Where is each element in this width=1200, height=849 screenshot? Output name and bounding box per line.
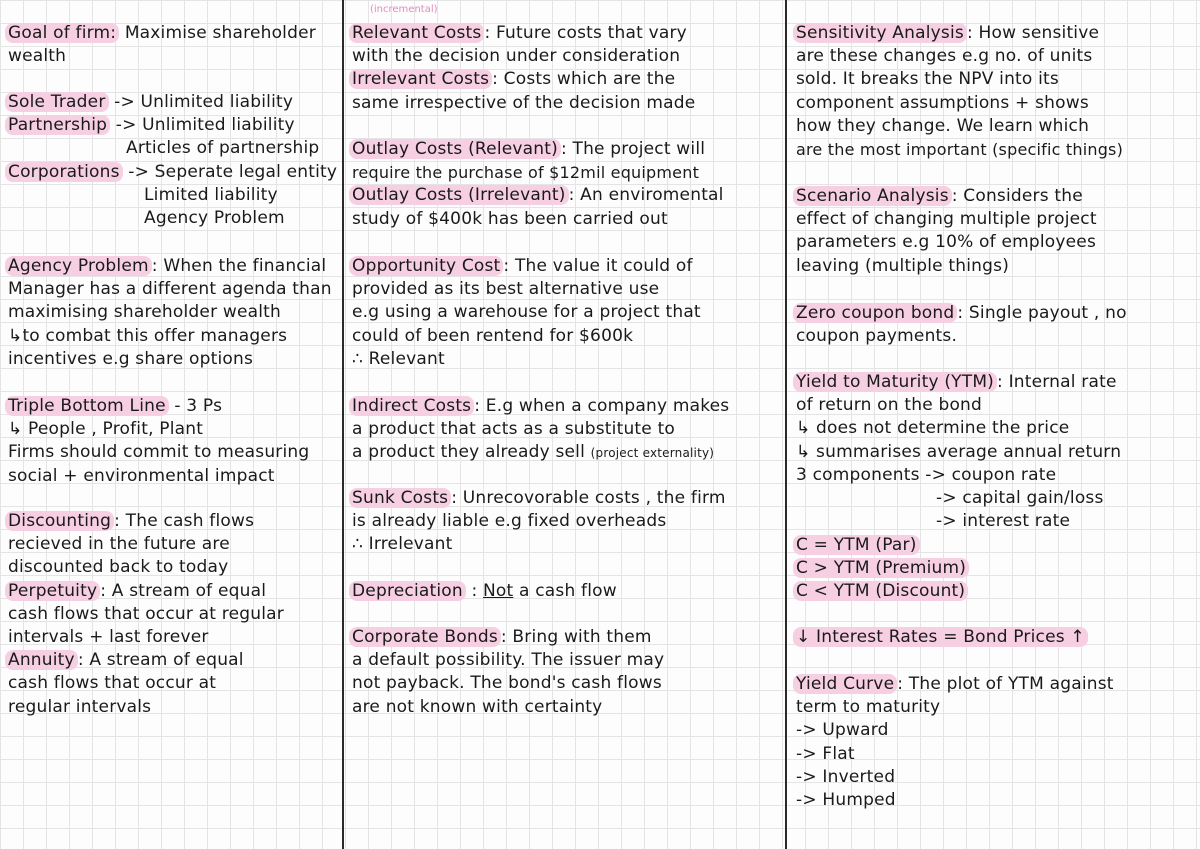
zero-coupon-bond-term: Zero coupon bond xyxy=(793,303,957,323)
sensitivity-analysis-term: Sensitivity Analysis xyxy=(793,23,967,43)
triple-bottom-line-note: Triple Bottom Line - 3 Ps ↳ People , Profit, Plant Firms should commit to measuring social + environmental impact xyxy=(8,395,309,488)
discounting-term: Discounting xyxy=(5,511,114,531)
agency-problem-term: Agency Problem xyxy=(5,256,152,276)
outlay-costs-note: Outlay Costs (Relevant) : The project will require the purchase of $12mil equipment Outlay Costs (Irrelevant) : An enviromental study of $400k has been carried out xyxy=(352,138,724,231)
premium-term: C > YTM (Premium) xyxy=(793,558,969,578)
outlay-costs-irrelevant-term: Outlay Costs (Irrelevant) xyxy=(349,185,569,205)
indirect-costs-note: Indirect Costs : E.g when a company makes a product that acts as a substitute to a product they already sell (project externality) xyxy=(352,395,729,466)
interest-rates-term: ↓ Interest Rates = Bond Prices ↑ xyxy=(793,627,1088,647)
coupon-vs-ytm-note xyxy=(796,534,969,604)
scenario-analysis-note: Scenario Analysis : Considers the effect of changing multiple project parameters e.g 10% of employees leaving (multiple things) xyxy=(796,185,1097,278)
business-structures-note: Sole Trader -> Unlimited liability Partnership -> Unlimited liability Articles of partnership Corporations -> Seperate legal entity Limited liability Agency Problem xyxy=(8,91,337,230)
annuity-term: Annuity xyxy=(5,650,78,670)
interest-rates-note xyxy=(796,626,1088,649)
yield-curve-note: Yield Curve : The plot of YTM against term to maturity -> Upward -> Flat -> Inverted -> Humped xyxy=(796,673,1114,812)
indirect-costs-term: Indirect Costs xyxy=(349,396,474,416)
yield-curve-term: Yield Curve xyxy=(793,674,897,694)
corporate-bonds-note: Corporate Bonds : Bring with them a default possibility. The issuer may not payback. The bond's cash flows are not known with certainty xyxy=(352,626,664,719)
triple-bottom-line-term: Triple Bottom Line xyxy=(5,396,169,416)
sole-trader-term: Sole Trader xyxy=(5,92,109,112)
partnership-term: Partnership xyxy=(5,115,110,135)
discounting-note: Discounting : The cash flows recieved in the future are discounted back to today Perpetuity : A stream of equal cash flows that occur at regular intervals + last forever Annuity : A stream of equal cash flows that occur at regular intervals xyxy=(8,510,284,719)
outlay-costs-relevant-term: Outlay Costs (Relevant) xyxy=(349,139,561,159)
par-term: C = YTM (Par) xyxy=(793,535,920,555)
sunk-costs-term: Sunk Costs xyxy=(349,488,451,508)
depreciation-note: Depreciation : Not a cash flow xyxy=(352,580,617,603)
perpetuity-term: Perpetuity xyxy=(5,581,100,601)
yield-to-maturity-term: Yield to Maturity (YTM) xyxy=(793,372,997,392)
goal-of-firm-note: Goal of firm: Maximise shareholder wealth xyxy=(8,22,316,68)
discount-term: C < YTM (Discount) xyxy=(793,581,968,601)
opportunity-cost-term: Opportunity Cost xyxy=(349,256,503,276)
sensitivity-analysis-note: Sensitivity Analysis : How sensitive are these changes e.g no. of units sold. It breaks the NPV into its component assumptions + shows how they change. We learn which are the most important (specific things) xyxy=(796,22,1123,161)
corporate-bonds-term: Corporate Bonds xyxy=(349,627,501,647)
column-divider-right xyxy=(785,0,787,849)
agency-problem-note: Agency Problem : When the financial Manager has a different agenda than maximising shareholder wealth ↳to combat this offer managers incentives e.g share options xyxy=(8,255,332,371)
column-divider-left xyxy=(342,0,344,849)
depreciation-term: Depreciation xyxy=(349,581,466,601)
yield-to-maturity-note: Yield to Maturity (YTM) : Internal rate of return on the bond ↳ does not determine the price ↳ summarises average annual return 3 components -> coupon rate -> capital gain/loss -> interest rate xyxy=(796,371,1121,533)
corporations-term: Corporations xyxy=(5,162,123,182)
irrelevant-costs-term: Irrelevant Costs xyxy=(349,69,492,89)
zero-coupon-bond-note: Zero coupon bond : Single payout , no coupon payments. xyxy=(796,302,1127,348)
scenario-analysis-term: Scenario Analysis xyxy=(793,186,952,206)
relevant-costs-term: Relevant Costs xyxy=(349,23,484,43)
goal-of-firm-term: Goal of firm: xyxy=(5,23,119,43)
incremental-annotation: (incremental) xyxy=(370,4,438,15)
relevant-costs-note: Relevant Costs : Future costs that vary with the decision under consideration Irrelevant Costs : Costs which are the same irrespective of the decision made xyxy=(352,22,695,115)
sunk-costs-note: Sunk Costs : Unrecovorable costs , the firm is already liable e.g fixed overheads ∴ Irrelevant xyxy=(352,487,726,557)
opportunity-cost-note: Opportunity Cost : The value it could of provided as its best alternative use e.g using a warehouse for a project that could of been rentend for $600k ∴ Relevant xyxy=(352,255,701,371)
